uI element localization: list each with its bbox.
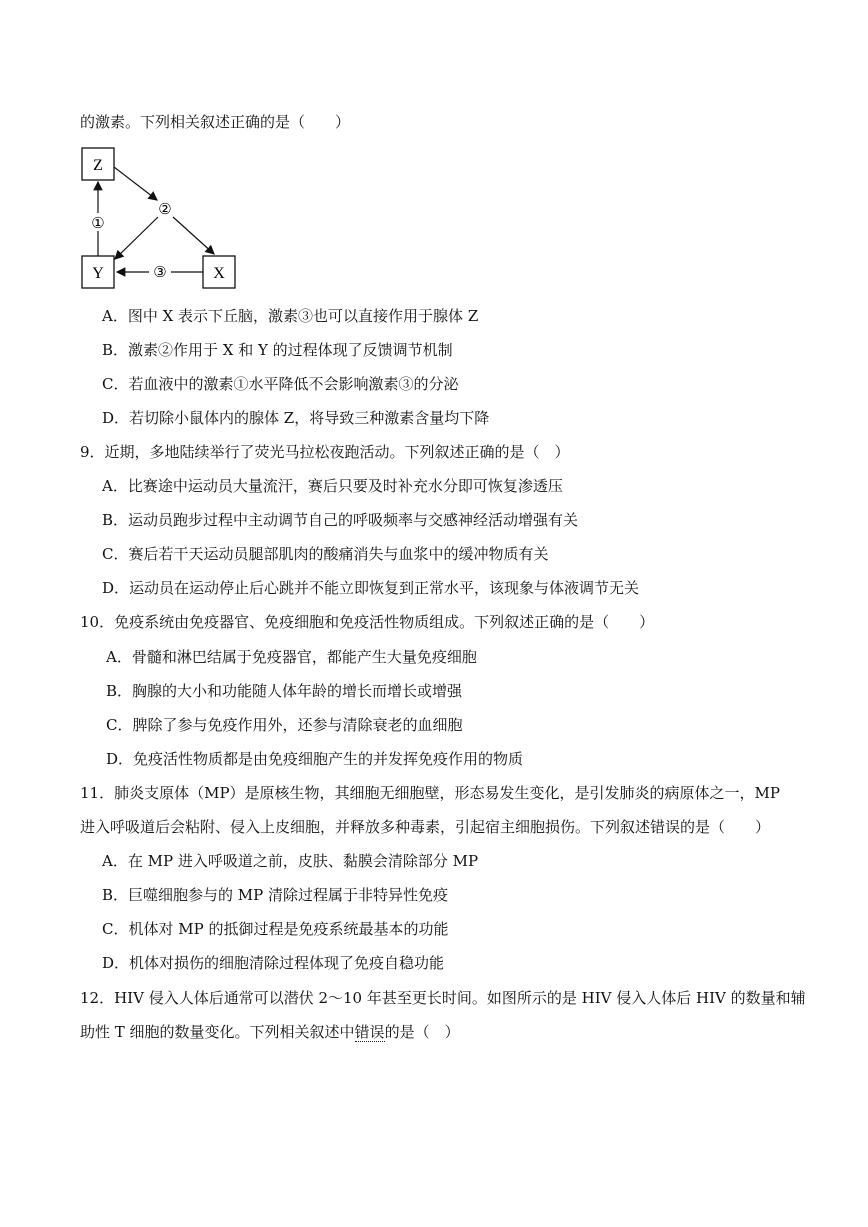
hormone-regulation-diagram [78,145,243,295]
q8-option-c: C．若血液中的激素①水平降低不会影响激素③的分泌 [102,375,459,393]
q12-stem-line2-pre: 助性 T 细胞的数量变化。下列相关叙述中 [80,1023,355,1041]
arrow-label-one: ① [91,214,105,232]
node-x-label: X [213,265,225,282]
q10-stem: 10．免疫系统由免疫器官、免疫细胞和免疫活性物质组成。下列叙述正确的是（ ） [80,613,655,631]
q9-option-b: B．运动员跑步过程中主动调节自己的呼吸频率与交感神经活动增强有关 [102,511,579,529]
arrow-z-to-node2 [114,167,157,200]
arrow-label-two: ② [158,200,172,218]
arrow-to-y [115,217,158,259]
q8-option-a: A．图中 X 表示下丘脑，激素③也可以直接作用于腺体 Z [102,307,479,325]
q11-stem-line2: 进入呼吸道后会粘附、侵入上皮细胞，并释放多种毒素，引起宿主细胞损伤。下列叙述错误的是（ ） [80,818,771,836]
node-z-label: Z [93,157,103,174]
question-intro: 的激素。下列相关叙述正确的是（ ） [80,113,351,131]
q9-option-c: C．赛后若干天运动员腿部肌肉的酸痛消失与血浆中的缓冲物质有关 [102,545,549,563]
q11-option-d: D．机体对损伤的细胞清除过程体现了免疫自稳功能 [102,954,445,972]
q9-stem: 9．近期，多地陆续举行了荧光马拉松夜跑活动。下列叙述正确的是（ ） [80,443,570,461]
q11-option-c: C．机体对 MP 的抵御过程是免疫系统最基本的功能 [102,920,449,938]
q9-option-a: A．比赛途中运动员大量流汗，赛后只要及时补充水分即可恢复渗透压 [102,477,563,495]
q12-stem-line2 [80,1022,460,1042]
q10-option-a: A．骨髓和淋巴结属于免疫器官，都能产生大量免疫细胞 [106,648,477,666]
q10-option-b: B．胸腺的大小和功能随人体年龄的增长而增长或增强 [106,682,463,700]
q11-option-b: B．巨噬细胞参与的 MP 清除过程属于非特异性免疫 [102,886,449,904]
q10-option-d: D．免疫活性物质都是由免疫细胞产生的并发挥免疫作用的物质 [106,750,524,768]
q8-option-d: D．若切除小鼠体内的腺体 Z，将导致三种激素含量均下降 [102,409,490,427]
q11-stem-line1: 11．肺炎支原体（MP）是原核生物，其细胞无细胞壁，形态易发生变化，是引发肺炎的病原体之一，MP [80,784,780,802]
q10-option-c: C．脾除了参与免疫作用外，还参与清除衰老的血细胞 [106,716,463,734]
node-y-label: Y [92,265,104,282]
arrow-to-x [173,217,214,254]
q8-option-b: B．激素②作用于 X 和 Y 的过程体现了反馈调节机制 [102,341,453,359]
q12-stem-emphasis: 错误 [354,1023,385,1041]
q9-option-d: D．运动员在运动停止后心跳并不能立即恢复到正常水平，该现象与体液调节无关 [102,579,640,597]
q12-stem-line2-post: 的是（ ） [384,1023,460,1041]
q11-option-a: A．在 MP 进入呼吸道之前，皮肤、黏膜会清除部分 MP [102,852,479,870]
arrow-label-three: ③ [153,263,167,281]
q12-stem-line1: 12．HIV 侵入人体后通常可以潜伏 2～10 年甚至更长时间。如图所示的是 HIV 侵入人体后 HIV 的数量和辅 [80,989,806,1007]
